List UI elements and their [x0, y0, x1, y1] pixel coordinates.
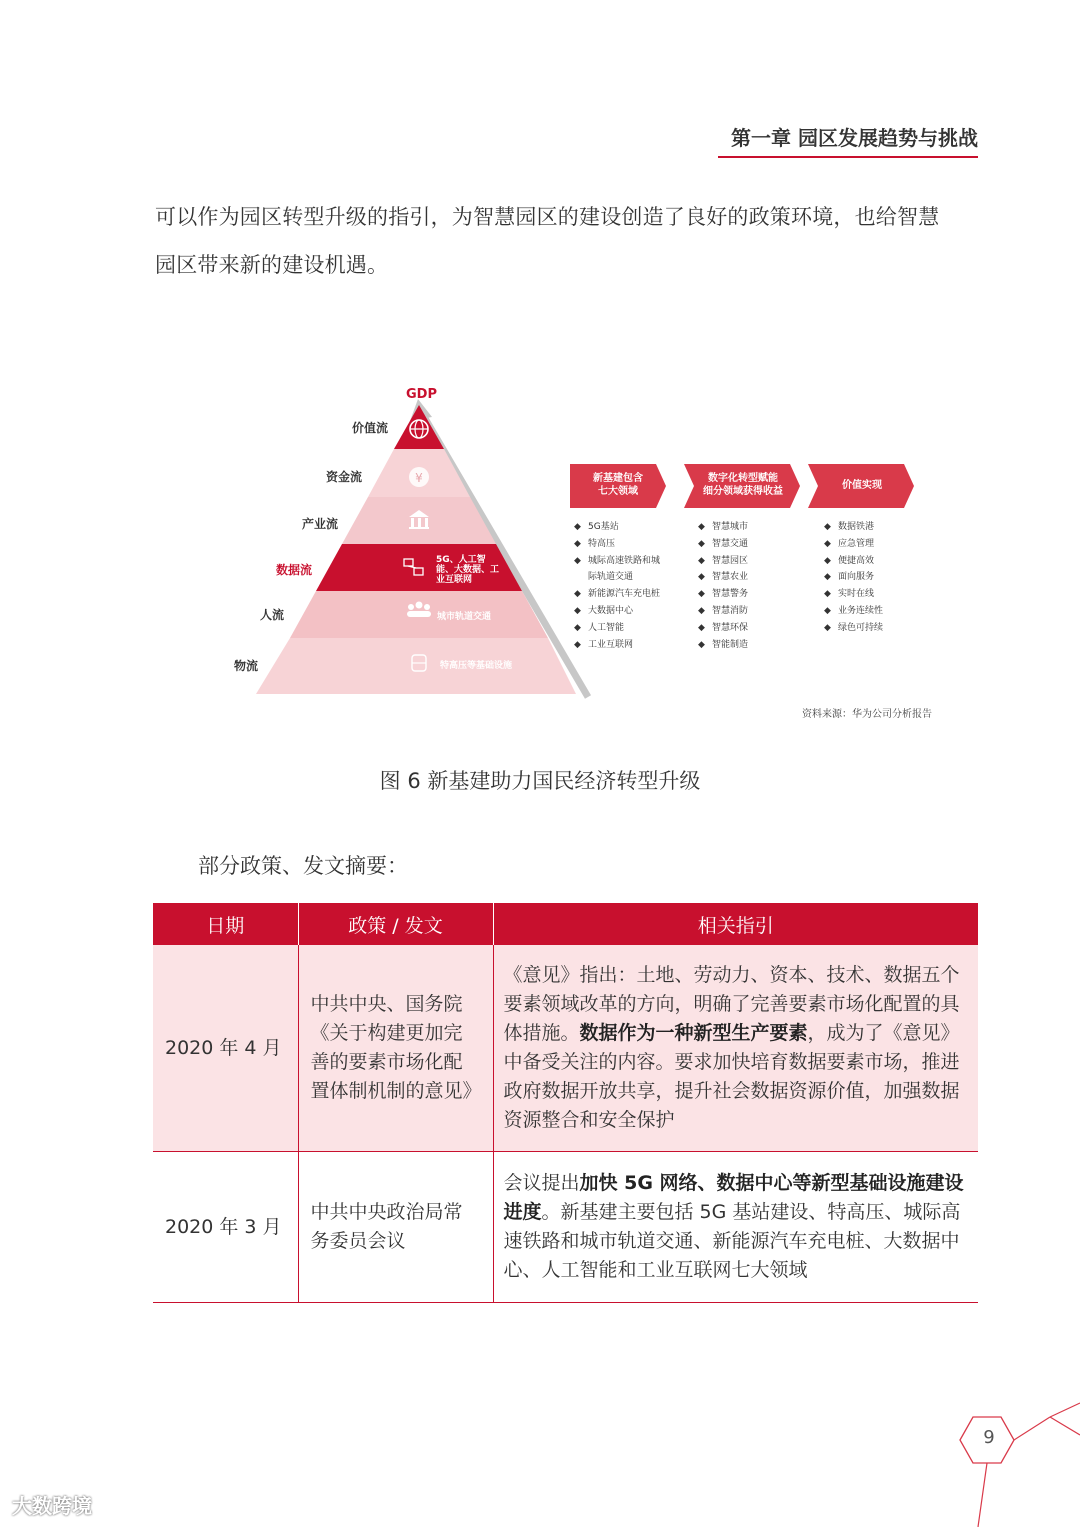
body-paragraph-line-1: 可以作为园区转型升级的指引，为智慧园区的建设创造了良好的政策环境，也给智慧 [155, 205, 940, 229]
column-header-guidance: 相关指引 [493, 903, 978, 945]
list-item: ◆ 人工智能 [574, 622, 625, 633]
row-policy: 中共中央、国务院 《关于构建更加完 善的要素市场化配 置体制机制的意见》 [298, 945, 493, 1152]
column-2-list [698, 519, 748, 653]
yuan-icon [409, 467, 429, 487]
chapter-header-rule [718, 156, 978, 158]
list-item: ◆ 绿色可持续 [824, 622, 884, 633]
tier-text-people: 城市轨道交通 [437, 612, 492, 622]
list-item: ◆ 数据铁港 [824, 522, 875, 532]
pyramid-apex-label: GDP [406, 387, 437, 402]
row-date: 2020 年 4 月 [153, 945, 298, 1152]
list-item: ◆ 面向服务 [824, 572, 875, 583]
tier-label-value: 价值流 [352, 421, 389, 435]
list-item: ◆ 智慧农业 [698, 572, 749, 583]
body-paragraph-line-2: 园区带来新的建设机遇。 [155, 253, 389, 277]
policy-table [153, 903, 978, 1303]
page-number-decoration [940, 1395, 1080, 1527]
figure-source-note: 资料来源：华为公司分析报告 [802, 709, 932, 720]
list-item: ◆ 智慧园区 [698, 555, 749, 566]
table-row [153, 1152, 978, 1303]
chapter-header: 第一章 园区发展趋势与挑战 [731, 126, 978, 150]
figure-caption: 图 6 新基建助力国民经济转型升级 [379, 769, 701, 793]
list-item: 际轨道交通 [588, 572, 634, 583]
figure-new-infrastructure [230, 385, 950, 725]
list-item: ◆ 智慧消防 [698, 605, 749, 616]
tier-label-logistics: 物流 [234, 659, 259, 673]
list-item: ◆ 大数据中心 [574, 605, 634, 616]
row-guidance: 会议提出加快 5G 网络、数据中心等新型基础设施建设进度。新基建主要包括 5G 基站建设、特高压、城际高速铁路和城市轨道交通、新能源汽车充电桩、大数据中心、人工智能和工业互联网七大领域 [493, 1152, 978, 1303]
column-header-date: 日期 [153, 903, 298, 945]
column-3-header: 价值实现 [842, 479, 882, 491]
row-date: 2020 年 3 月 [153, 1152, 298, 1303]
list-item: ◆ 智慧警务 [698, 589, 749, 600]
row-guidance: 《意见》指出：土地、劳动力、资本、技术、数据五个要素领域改革的方向，明确了完善要素市场化配置的具体措施。数据作为一种新型生产要素，成为了《意见》中备受关注的内容。要求加快培育数据要素市场，推进政府数据开放共享，提升社会数据资源价值，加强数据资源整合和安全保护 [493, 945, 978, 1152]
column-1-list [574, 519, 660, 653]
table-header-row [153, 903, 978, 945]
column-2-header: 数字化转型赋能 细分领域获得收益 [703, 473, 783, 497]
list-item: ◆ 便捷高效 [824, 555, 875, 566]
list-item: ◆ 新能源汽车充电桩 [574, 589, 661, 600]
list-item: ◆ 特高压 [574, 538, 616, 549]
pyramid-tier-value [394, 405, 444, 449]
tier-text-data: 5G、人工智能、大数据、工业互联网 [436, 555, 500, 585]
list-item: ◆ 智能制造 [698, 639, 749, 650]
column-header-policy: 政策 / 发文 [298, 903, 493, 945]
tier-text-logistics: 特高压等基础设施 [440, 661, 513, 671]
guidance-emphasis: 数据作为一种新型生产要素 [579, 1022, 808, 1044]
pyramid-tier-logistics [256, 638, 576, 694]
tier-label-data: 数据流 [276, 563, 313, 577]
table-row [153, 945, 978, 1152]
svg-text:¥: ¥ [415, 471, 423, 485]
tier-label-people: 人流 [260, 608, 285, 622]
watermark: 大数跨境 [12, 1494, 92, 1518]
list-item: ◆ 工业互联网 [574, 639, 634, 650]
column-3-list [824, 519, 883, 637]
page-number: 9 [983, 1427, 995, 1448]
tier-label-capital: 资金流 [326, 470, 363, 484]
list-item: ◆ 智慧城市 [698, 522, 749, 532]
list-item: ◆ 实时在线 [824, 589, 875, 600]
list-item: ◆ 城际高速铁路和城 [574, 555, 661, 566]
guidance-emphasis: 加快 5G 网络、数据中心等新型基础设施建设进度 [503, 1172, 964, 1223]
column-1-header: 新基建包含 七大领域 [593, 473, 643, 497]
hexagon-decoration [940, 1395, 1080, 1527]
tier-label-industry: 产业流 [302, 517, 339, 531]
row-policy: 中共中央政治局常 务委员会议 [298, 1152, 493, 1303]
list-item: ◆ 5G基站 [574, 522, 619, 532]
list-item: ◆ 智慧交通 [698, 538, 749, 549]
list-item: ◆ 业务连续性 [824, 605, 884, 616]
list-item: ◆ 智慧环保 [698, 622, 749, 633]
table-intro: 部分政策、发文摘要： [198, 854, 408, 878]
list-item: ◆ 应急管理 [824, 538, 875, 549]
